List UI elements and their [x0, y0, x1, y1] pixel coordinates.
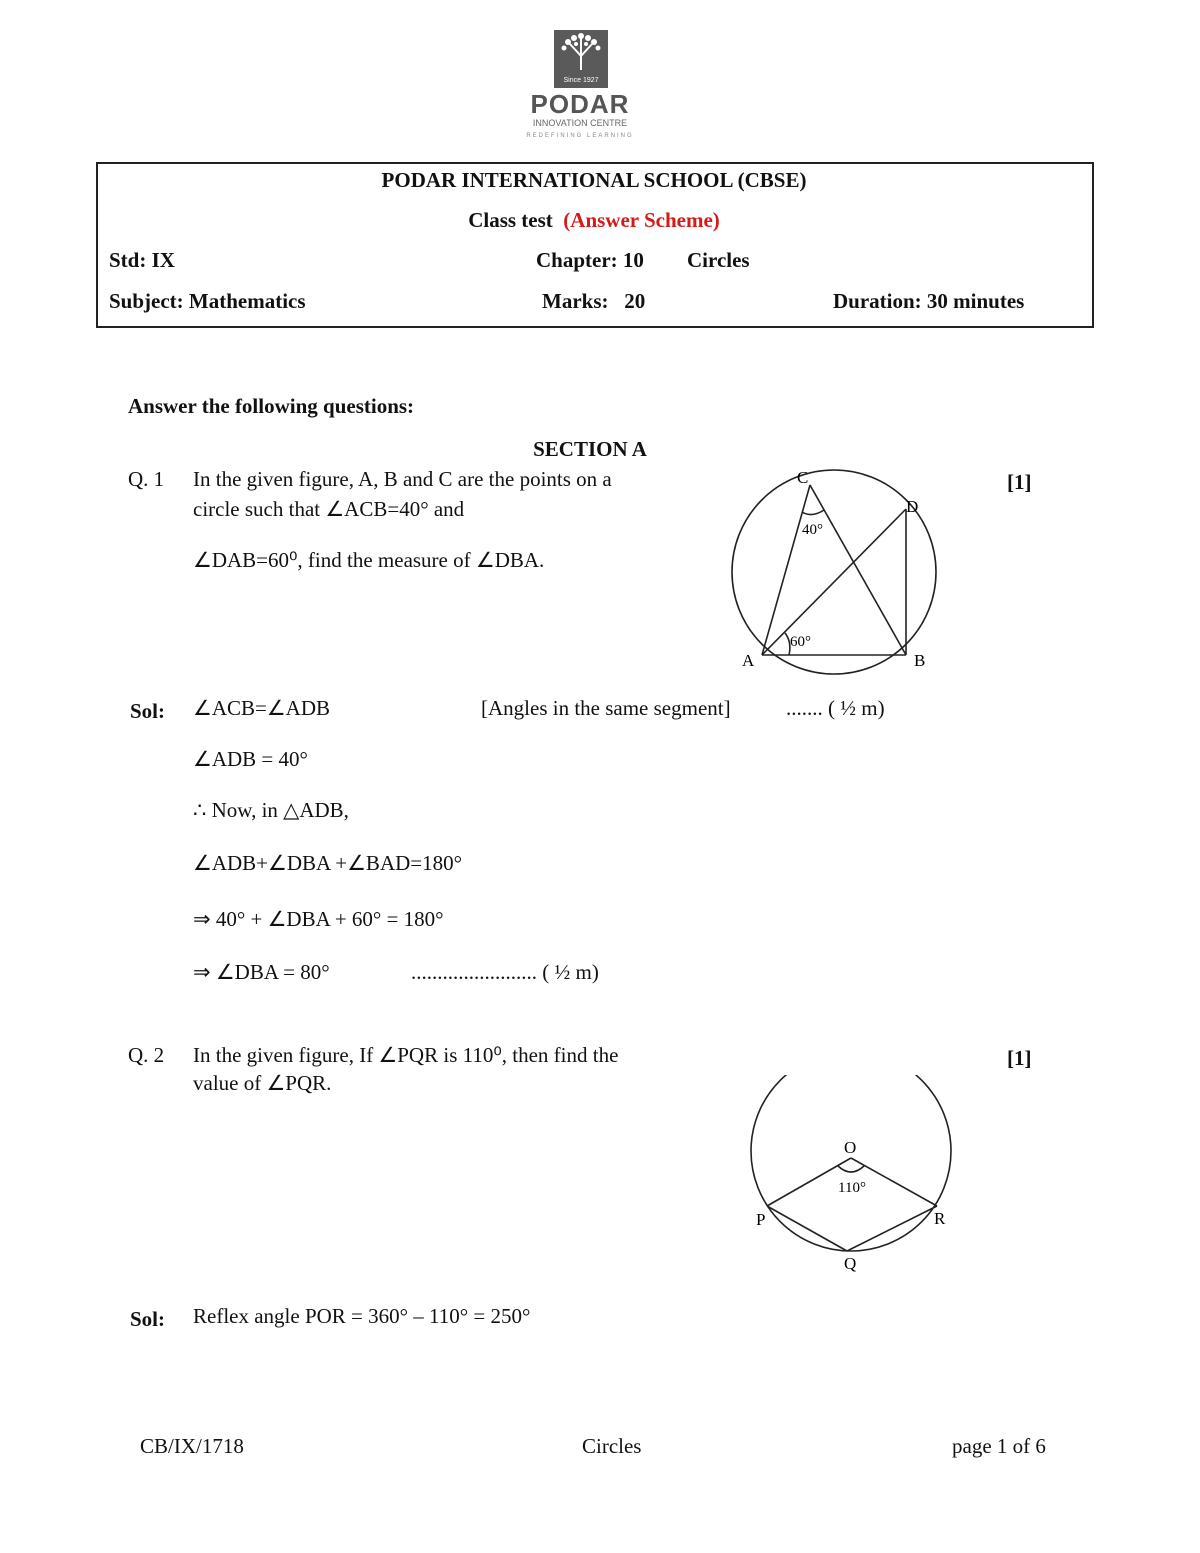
instructions: Answer the following questions: [128, 394, 415, 418]
sol1-line1: ∠ACB=∠ADB [193, 696, 331, 720]
marks-label: Marks: 20 [542, 289, 646, 313]
logo-since: Since 1927 [563, 77, 599, 84]
logo-name: PODAR [530, 89, 630, 119]
label-r: R [934, 1209, 946, 1228]
chord-pq [767, 1206, 847, 1251]
q1-number: Q. 1 [128, 467, 165, 491]
angle-c-label: 40° [802, 522, 823, 538]
label-q: Q [844, 1254, 857, 1273]
std-label: Std: IX [109, 248, 175, 272]
chord-ca [762, 485, 810, 655]
school-name: PODAR INTERNATIONAL SCHOOL (CBSE) [381, 168, 807, 192]
label-c: C [797, 468, 809, 487]
q2-marks: [1] [1007, 1046, 1032, 1070]
sol2-line1: Reflex angle POR = 360° – 110° = 250° [193, 1304, 531, 1328]
angle-a-label: 60° [790, 634, 811, 650]
test-type: Class test [468, 208, 553, 232]
footer-page: page 1 of 6 [952, 1434, 1046, 1458]
angle-o-arc [838, 1166, 864, 1172]
label-o: O [844, 1138, 857, 1157]
q2-line2: value of ∠PQR. [193, 1071, 332, 1095]
section-heading: SECTION A [533, 437, 647, 461]
sol1-mark2: ........................ ( ½ m) [411, 960, 599, 984]
sol1-label: Sol: [130, 699, 166, 723]
sol1-line4: ∠ADB+∠DBA +∠BAD=180° [193, 851, 463, 875]
chord-cb [810, 485, 906, 655]
chord-qr [847, 1206, 937, 1251]
q1-marks: [1] [1007, 470, 1032, 494]
label-b: B [914, 651, 926, 670]
q2-circle-figure [740, 1075, 970, 1275]
chord-ad [762, 509, 906, 655]
footer-code: CB/IX/1718 [140, 1434, 244, 1458]
angle-o-label: 110° [838, 1180, 866, 1196]
q2-number: Q. 2 [128, 1043, 165, 1067]
sol1-line6: ⇒ ∠DBA = 80° [193, 960, 330, 984]
angle-c-arc [802, 510, 824, 515]
sol1-line5: ⇒ 40° + ∠DBA + 60° = 180° [193, 907, 444, 931]
chapter-label: Chapter: 10 [536, 248, 644, 272]
q1-circle-figure [720, 462, 960, 677]
sol1-line3: ∴ Now, in △ADB, [193, 798, 349, 822]
logo-subtitle: INNOVATION CENTRE [532, 118, 628, 128]
sol1-reason: [Angles in the same segment] [481, 696, 731, 720]
test-title [96, 208, 1092, 232]
q2-circle [751, 1075, 951, 1251]
sol1-mark1: ....... ( ½ m) [786, 696, 885, 720]
duration-label: Duration: 30 minutes [833, 289, 1025, 313]
sol2-label: Sol: [130, 1307, 166, 1331]
q1-line2: circle such that ∠ACB=40° and [193, 497, 465, 521]
logo-tagline: REDEFINING LEARNING [526, 133, 634, 139]
answer-scheme-label: (Answer Scheme) [563, 208, 720, 232]
q1-line1: In the given figure, A, B and C are the points on a [193, 467, 612, 491]
label-p: P [756, 1210, 766, 1229]
label-a: A [742, 651, 755, 670]
school-logo [514, 30, 646, 144]
chapter-name: Circles [687, 248, 750, 272]
footer-chapter: Circles [582, 1434, 642, 1458]
label-d: D [906, 497, 919, 516]
sol1-line2: ∠ADB = 40° [193, 747, 308, 771]
q2-line1: In the given figure, If ∠PQR is 110⁰, then find the [193, 1043, 619, 1067]
subject-label: Subject: Mathematics [109, 289, 306, 313]
q1-line3: ∠DAB=60⁰, find the measure of ∠DBA. [193, 548, 545, 572]
